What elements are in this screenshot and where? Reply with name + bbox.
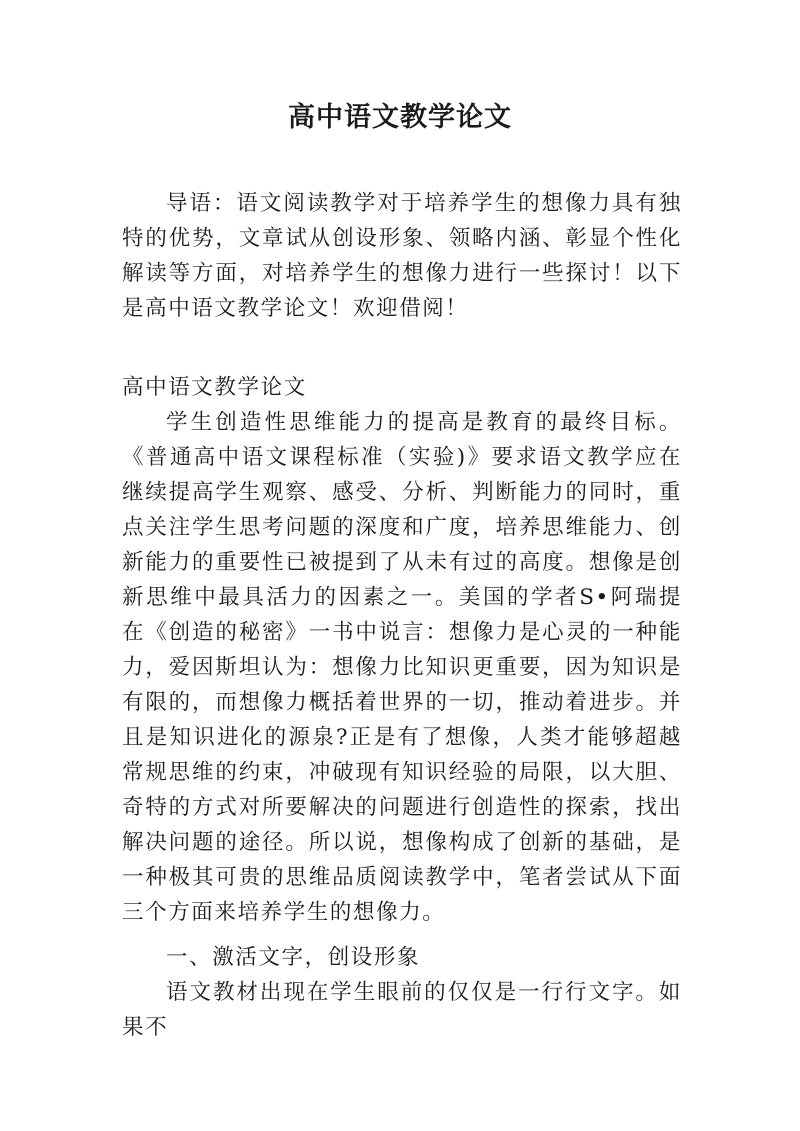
subheading-1: 一、激活文字，创设形象 [166,945,421,970]
section-heading: 高中语文教学论文 [122,375,307,400]
body-paragraph-1: 学生创造性思维能力的提高是教育的最终目标。《普通高中语文课程标准（实验)》要求语文教学应在继续提高学生观察、感受、分析、判断能力的同时，重点关注学生思考问题的深度和广度，培养思维能力、创新能力的重要性已被提到了从未有过的高度。想像是创新思维中最具活力的因素之一。美国的学者S•阿瑞提在《创造的秘密》一书中说言：想像力是心灵的一种能力，爱因斯坦认为：想像力比知识更重要，因为知识是有限的，而想像力概括着世界的一切，推动着进步。并且是知识进化的源泉?正是有了想像，人类才能够超越常规思维的约束，冲破现有知识经验的局限，以大胆、奇特的方式对所要解决的问题进行创造性的探索，找出解决问题的途径。所以说，想像构成了创新的基础，是一种极其可贵的思维品质阅读教学中，笔者尝试从下面三个方面来培养学生的想像力。 [122,410,682,925]
body-paragraph-2: 语文教材出现在学生眼前的仅仅是一行行文字。如果不 [122,980,682,1040]
document-title: 高中语文教学论文 [288,102,512,133]
intro-paragraph: 导语：语文阅读教学对于培养学生的想像力具有独特的优势，文章试从创设形象、领略内涵、彰显个性化解读等方面，对培养学生的想像力进行一些探讨！以下是高中语文教学论文！欢迎借阅！ [122,191,682,321]
